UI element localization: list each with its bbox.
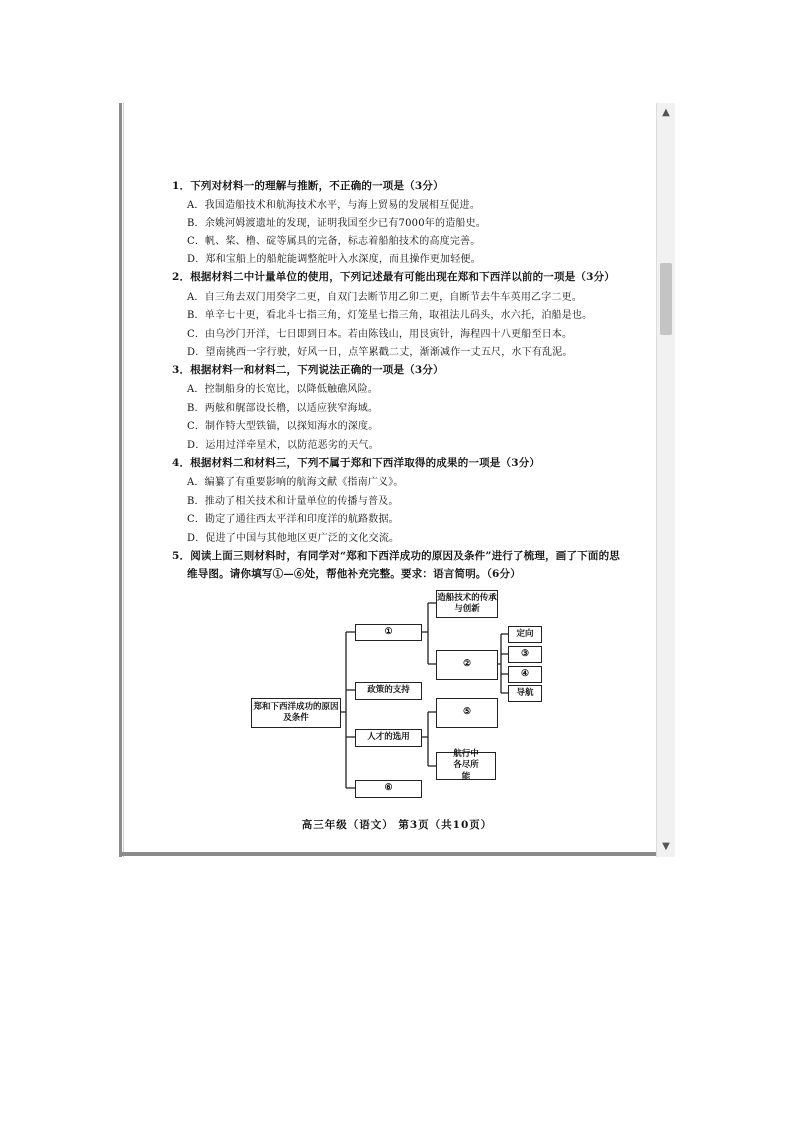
question-4-stem: 4．根据材料二和材料三，下列不属于郑和下西洋取得的成果的一项是（3分） — [172, 457, 541, 469]
mindmap-blank-5: ⑤ — [436, 698, 498, 728]
q3-option-a: A．控制船身的长宽比，以降低触礁风险。 — [187, 384, 379, 395]
mindmap-each-role: 航行中各尽所能 — [436, 752, 496, 780]
question-2-stem: 2．根据材料二中计量单位的使用，下列记述最有可能出现在郑和下西洋以前的一项是（3分） — [172, 271, 616, 283]
q2-option-a: A．自三角去双门用癸字二更，自双门去断节用乙卯二更，自断节去牛车英用乙字二更。 — [187, 292, 583, 303]
q1-option-c: C．帆、桨、橹、碇等属具的完备，标志着船舶技术的高度完善。 — [187, 236, 481, 247]
q1-option-a: A．我国造船技术和航海技术水平，与海上贸易的发展相互促进。 — [187, 200, 481, 211]
question-1-stem: 1．下列对材料一的理解与推断，不正确的一项是（3分） — [172, 180, 444, 192]
q4-option-c: C．勘定了通往西太平洋和印度洋的航路数据。 — [187, 514, 399, 525]
question-3-stem: 3．根据材料一和材料二，下列说法正确的一项是（3分） — [172, 364, 444, 376]
question-5-line-1: 5．阅读上面三则材料时，有同学对“郑和下西洋成功的原因及条件”进行了梳理，画了下面的思 — [172, 550, 620, 562]
mindmap-blank-1: ① — [355, 624, 422, 641]
mindmap-blank-2: ② — [436, 650, 498, 680]
mindmap-blank-6: ⑥ — [355, 780, 422, 798]
question-5-line-2: 维导图。请你填写①—⑥处，帮他补充完整。要求：语言简明。（6分） — [187, 568, 521, 580]
q1-option-b: B．余姚河姆渡遗址的发现，证明我国至少已有7000年的造船史。 — [187, 218, 486, 229]
scroll-down-button[interactable]: ▼ — [662, 841, 670, 852]
page-footer: 高三年级（语文） 第3页（共10页） — [301, 819, 493, 831]
q1-option-d: D．郑和宝船上的船舵能调整舵叶入水深度，而且操作更加轻便。 — [187, 254, 481, 265]
mindmap-blank-4: ④ — [508, 666, 542, 683]
mindmap-shipbuilding: 造船技术的传承与创新 — [436, 590, 498, 618]
q2-option-b: B．单辛七十更，看北斗七指三角，灯笼星七指三角，取祖法儿码头，水六托，泊船是也。 — [187, 310, 593, 321]
mindmap-policy: 政策的支持 — [355, 682, 422, 700]
q3-option-c: C．制作特大型铁锚，以探知海水的深度。 — [187, 421, 379, 432]
mindmap-blank-3: ③ — [508, 646, 542, 663]
mindmap-root: 郑和下西洋成功的原因及条件 — [251, 698, 341, 728]
q2-option-c: C．由乌沙门开洋，七日即到日本。若由陈钱山，用艮寅针，海程四十八更船至日本。 — [187, 329, 573, 340]
q3-option-d: D．运用过洋牵星术，以防范恶劣的天气。 — [187, 440, 379, 451]
q3-option-b: B．两舷和艉部设长橹，以适应狭窄海域。 — [187, 403, 379, 414]
mindmap-orientation: 定向 — [508, 626, 542, 643]
mindmap-talent: 人才的选用 — [355, 729, 422, 747]
q4-option-d: D．促进了中国与其他地区更广泛的文化交流。 — [187, 533, 400, 544]
q4-option-b: B．推动了相关技术和计量单位的传播与普及。 — [187, 496, 399, 507]
q4-option-a: A．编纂了有重要影响的航海文献《指南广义》。 — [187, 477, 404, 488]
scroll-up-button[interactable]: ▲ — [662, 107, 670, 118]
mindmap-navigation: 导航 — [508, 685, 542, 702]
q2-option-d: D．望南挑西一字行驶，好风一日，点竿累戳二丈，渐渐减作一丈五尺，水下有乱泥。 — [187, 347, 573, 358]
